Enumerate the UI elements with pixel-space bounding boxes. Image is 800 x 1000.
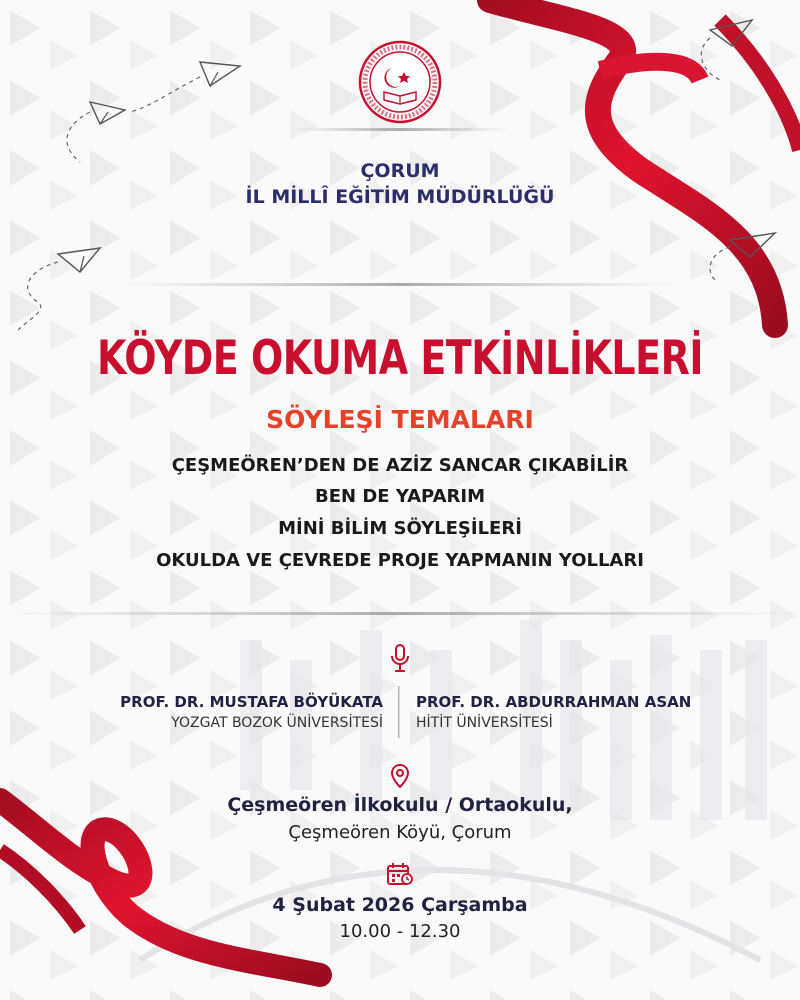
theme-item: BEN DE YAPARIM [314,486,486,507]
venue-address: Çeşmeören Köyü, Çorum [288,822,512,843]
paper-plane-icon [690,10,780,90]
paper-plane-icon [18,240,128,340]
paper-plane-icon [700,225,790,295]
org-city: ÇORUM [360,160,440,182]
location-pin-icon [391,764,409,788]
calendar-icon [387,862,413,886]
microphone-icon [389,644,411,674]
speaker-2-university: HİTİT ÜNİVERSİTESİ [416,715,553,731]
event-title: KÖYDE OKUMA ETKİNLİKLERİ [97,330,703,385]
speaker-1-university: YOZGAT BOZOK ÜNİVERSİTESİ [171,715,383,731]
org-directorate: İL MİLLÎ EĞİTİM MÜDÜRLÜĞÜ [245,186,555,208]
theme-item: ÇEŞMEÖREN’DEN DE AZİZ SANCAR ÇIKABİLİR [171,455,629,476]
event-date: 4 Şubat 2026 Çarşamba [272,894,528,916]
speaker-2-name: PROF. DR. ABDURRAHMAN ASAN [416,693,692,711]
theme-item: MİNİ BİLİM SÖYLEŞİLERİ [278,518,522,539]
ministry-logo [358,40,442,124]
themes-heading: SÖYLEŞİ TEMALARI [266,405,534,434]
event-time: 10.00 - 12.30 [339,921,461,942]
venue-name: Çeşmeören İlkokulu / Ortaokulu, [227,794,573,816]
speaker-1-name: PROF. DR. MUSTAFA BÖYÜKATA [120,693,383,711]
theme-item: OKULDA VE ÇEVREDE PROJE YAPMANIN YOLLARI [156,550,644,571]
